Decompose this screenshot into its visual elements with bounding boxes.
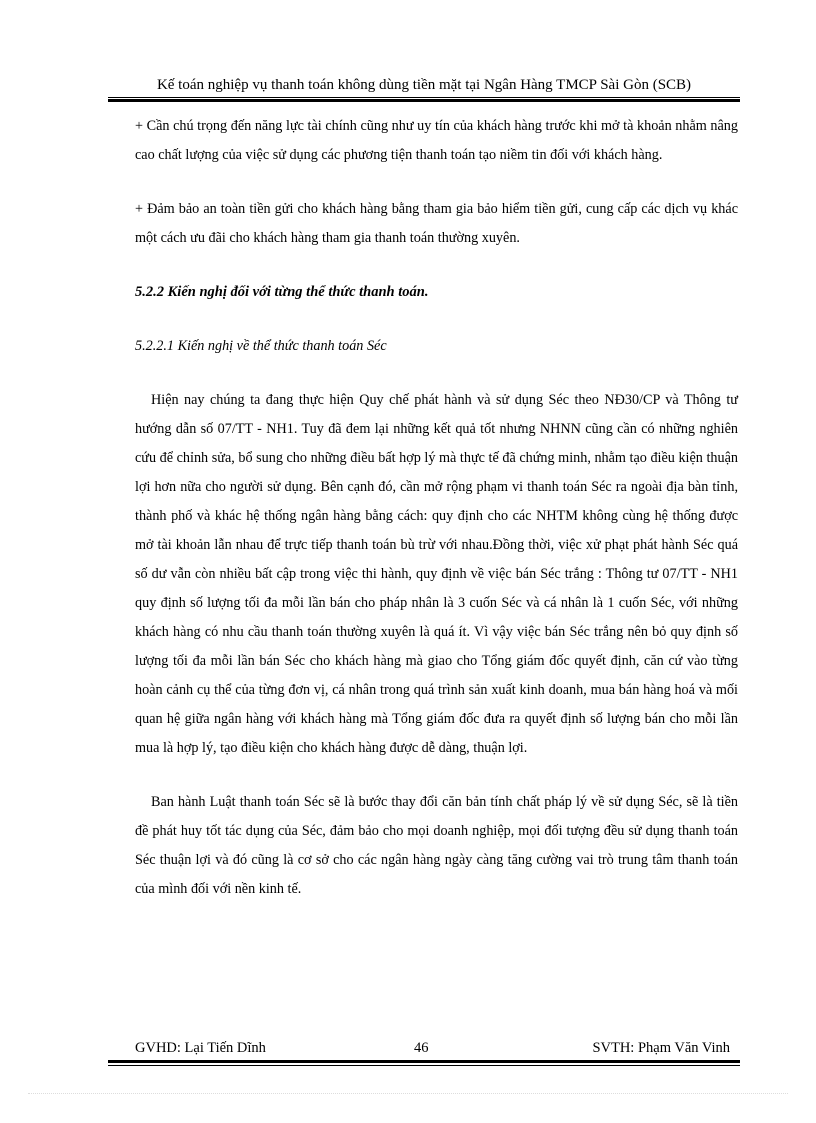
- header-rule-thin: [108, 97, 740, 98]
- page-edge-dotted-line: [28, 1093, 788, 1094]
- section-heading: 5.2.2 Kiến nghị đối với từng thể thức thanh toán.: [135, 284, 429, 300]
- subsection-heading: 5.2.2.1 Kiến nghị về thể thức thanh toán Séc: [135, 338, 387, 354]
- body-paragraph-1: Hiện nay chúng ta đang thực hiện Quy chế phát hành và sử dụng Séc theo NĐ30/CP và Thông tư hướng dẫn số 07/TT - NH1. Tuy đã đem lại những kết quả tốt nhưng NHNN cũng cần có những nghiên cứu để chỉnh sửa, bổ sung cho những điều bất hợp lý mà thực tế đã chứng minh, nhằm tạo điều kiện thuận lợi hơn nữa cho người sử dụng. Bên cạnh đó, cần mở rộng phạm vi thanh toán Séc ra ngoài địa bàn tỉnh, thành phố và khác hệ thống ngân hàng bằng cách: quy định cho các NHTM không cùng hệ thống được mở tài khoản lẫn nhau để trực tiếp thanh toán bù trừ với nhau.Đồng thời, việc xử phạt phát hành Séc quá số dư vẫn còn nhiều bất cập trong việc thi hành, quy định về việc bán Séc trắng : Thông tư 07/TT - NH1 quy định số lượng tối đa mỗi lần bán cho pháp nhân là 3 cuốn Séc và cá nhân là 1 cuốn Séc, với những khách hàng có nhu cầu thanh toán thường xuyên là quá ít. Vì vậy việc bán Séc trắng nên bỏ quy định số lượng tối đa mỗi lần bán Séc cho khách hàng mà giao cho Tổng giám đốc quyết định, căn cứ vào từng hoàn cảnh cụ thể của từng đơn vị, cá nhân trong quá trình sản xuất kinh doanh, mua bán hàng hoá và mối quan hệ giữa ngân hàng với khách hàng mà Tổng giám đốc đưa ra quyết định số lượng bán cho mỗi lần mua là hợp lý, tạo điều kiện cho khách hàng được dễ dàng, thuận lợi.: [135, 392, 738, 756]
- body-paragraph-2: Ban hành Luật thanh toán Séc sẽ là bước thay đổi căn bản tính chất pháp lý về sử dụng Séc, sẽ là tiền đề phát huy tốt tác dụng của Séc, đảm bảo cho mọi doanh nghiệp, mọi đối tượng đều sử dụng thanh toán Séc thuận lợi và đó cũng là cơ sở cho các ngân hàng ngày càng tăng cường vai trò trung tâm thanh toán của mình đối với nền kinh tế.: [135, 794, 738, 897]
- page-body: [135, 112, 738, 904]
- page-footer: [108, 1040, 740, 1062]
- footer-page-number: 46: [414, 1040, 429, 1056]
- footer-student: SVTH: Phạm Văn Vinh: [592, 1040, 730, 1056]
- bullet-paragraph-2: + Đảm bảo an toàn tiền gửi cho khách hàng bằng tham gia bảo hiểm tiền gửi, cung cấp các dịch vụ khác một cách ưu đãi cho khách hàng tham gia thanh toán thường xuyên.: [135, 201, 738, 246]
- footer-advisor: GVHD: Lại Tiến Dĩnh: [135, 1040, 266, 1056]
- footer-rule-thin: [108, 1065, 740, 1066]
- footer-rule-thick: [108, 1060, 740, 1063]
- bullet-paragraph-1: + Cần chú trọng đến năng lực tài chính cũng như uy tín của khách hàng trước khi mở tà khoản nhằm nâng cao chất lượng của việc sử dụng các phương tiện thanh toán tạo niềm tin đối với khách hàng.: [135, 118, 738, 163]
- header-rule-thick: [108, 99, 740, 102]
- running-header: Kế toán nghiệp vụ thanh toán không dùng tiền mặt tại Ngân Hàng TMCP Sài Gòn (SCB): [156, 77, 692, 93]
